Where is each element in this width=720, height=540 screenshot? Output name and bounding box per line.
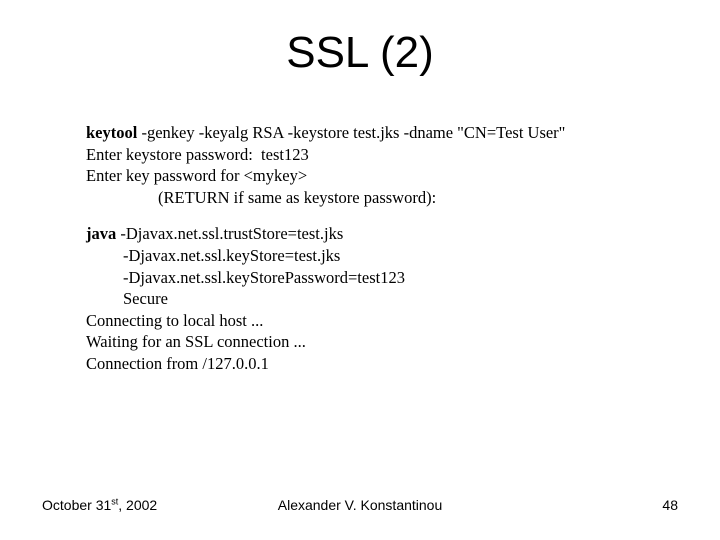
footer-date-suffix: , 2002	[118, 497, 158, 513]
footer-date-ordinal: st	[111, 496, 119, 507]
slide-title: SSL (2)	[286, 28, 434, 77]
code-line-keystore-password: Enter keystore password: test123	[86, 144, 309, 164]
code-line-keystore-password-option: -Djavax.net.ssl.keyStorePassword=test123	[123, 267, 405, 287]
java-command-name: java	[86, 224, 117, 244]
code-line-key-password-prompt: Enter key password for <mykey>	[86, 166, 308, 186]
code-line-return-hint: (RETURN if same as keystore password):	[158, 187, 437, 207]
footer-date-prefix: October 31	[42, 497, 112, 513]
code-line-connection-from: Connection from /127.0.0.1	[86, 353, 269, 373]
code-line-waiting: Waiting for an SSL connection ...	[86, 332, 306, 352]
keytool-command-name: keytool	[86, 123, 138, 142]
java-command-args: -Djavax.net.ssl.trustStore=test.jks	[116, 224, 344, 244]
code-line-keytool-command	[86, 122, 686, 144]
code-line-keystore-option: -Djavax.net.ssl.keyStore=test.jks	[123, 245, 341, 265]
code-line-secure-arg: Secure	[123, 289, 168, 309]
footer-page-number: 48	[662, 497, 678, 513]
code-line-connecting: Connecting to local host ...	[86, 310, 264, 330]
footer-author: Alexander V. Konstantinou	[277, 497, 443, 513]
code-line-java-command	[86, 223, 686, 245]
code-listing	[86, 122, 686, 375]
keytool-command-args: -genkey -keyalg RSA -keystore test.jks -dname "CN=Test User"	[137, 123, 566, 142]
code-gap	[86, 208, 686, 223]
